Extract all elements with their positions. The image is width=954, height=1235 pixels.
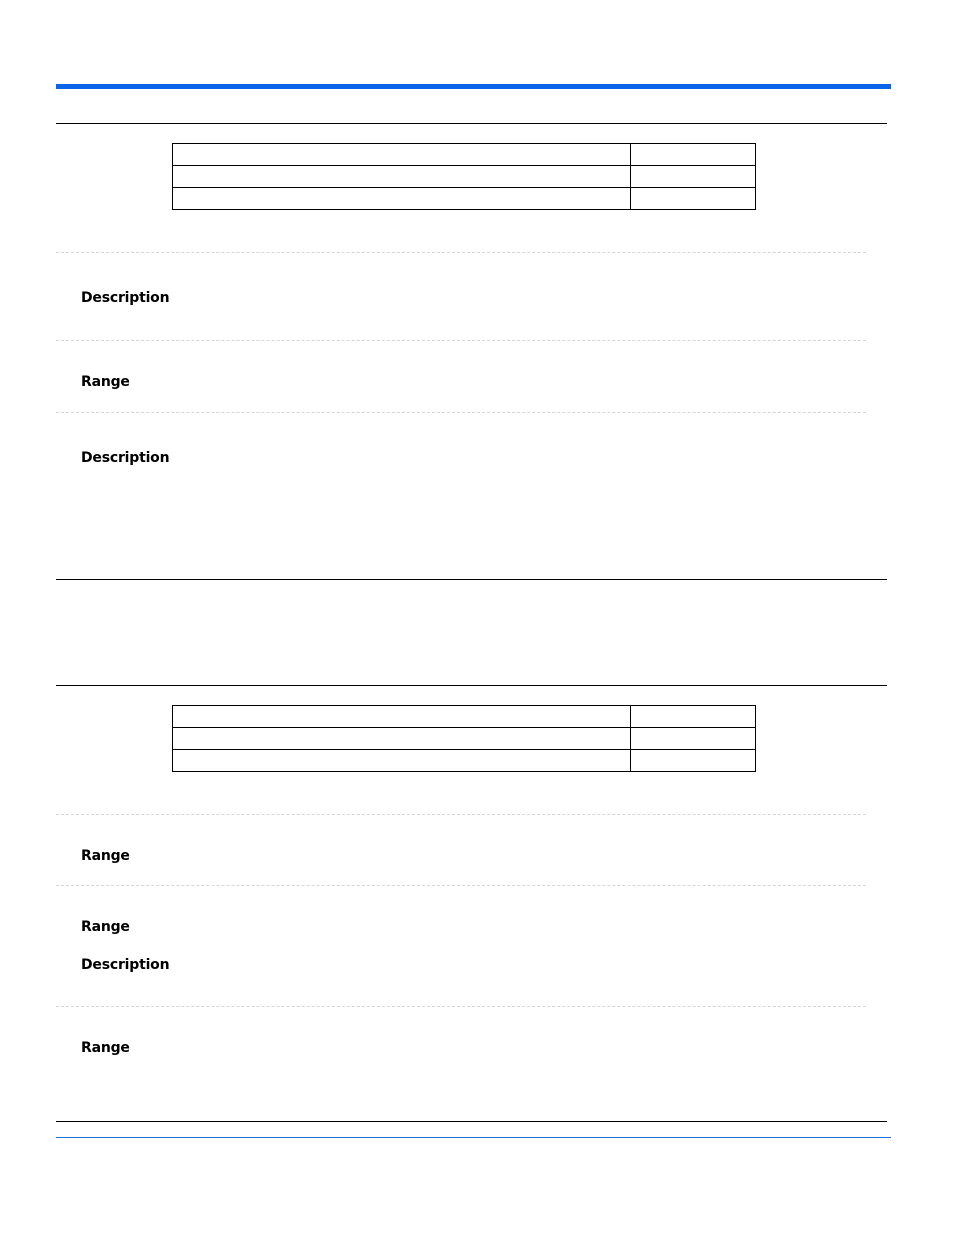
table-cell xyxy=(173,728,631,750)
range-label: Range xyxy=(81,919,130,935)
divider-dashed xyxy=(56,1006,866,1007)
table-cell xyxy=(173,750,631,772)
divider-dashed xyxy=(56,412,866,413)
table-cell xyxy=(173,144,631,166)
divider-dashed xyxy=(56,885,866,886)
table-row xyxy=(173,750,756,772)
range-label: Range xyxy=(81,374,130,390)
divider-dashed xyxy=(56,252,866,253)
range-label: Range xyxy=(81,1040,130,1056)
footer-rule xyxy=(56,1137,891,1138)
table-cell xyxy=(631,728,756,750)
table-cell xyxy=(631,166,756,188)
table-cell xyxy=(173,166,631,188)
section-rule-bottom-2 xyxy=(56,1121,887,1122)
table-cell xyxy=(631,750,756,772)
description-label: Description xyxy=(81,450,170,466)
section-rule-top-2 xyxy=(56,685,887,686)
parameter-table-1 xyxy=(172,143,756,210)
divider-dashed xyxy=(56,814,866,815)
parameter-table-2 xyxy=(172,705,756,772)
table-row xyxy=(173,188,756,210)
header-accent-bar xyxy=(56,84,891,89)
table-row xyxy=(173,144,756,166)
table-cell xyxy=(173,706,631,728)
table-cell xyxy=(631,188,756,210)
table-cell xyxy=(631,144,756,166)
description-label: Description xyxy=(81,290,170,306)
range-label: Range xyxy=(81,848,130,864)
description-label: Description xyxy=(81,957,170,973)
table-row xyxy=(173,728,756,750)
table-row xyxy=(173,706,756,728)
divider-dashed xyxy=(56,340,866,341)
table-cell xyxy=(173,188,631,210)
table-row xyxy=(173,166,756,188)
section-rule-bottom-1 xyxy=(56,579,887,580)
section-rule-top-1 xyxy=(56,123,887,124)
table-cell xyxy=(631,706,756,728)
